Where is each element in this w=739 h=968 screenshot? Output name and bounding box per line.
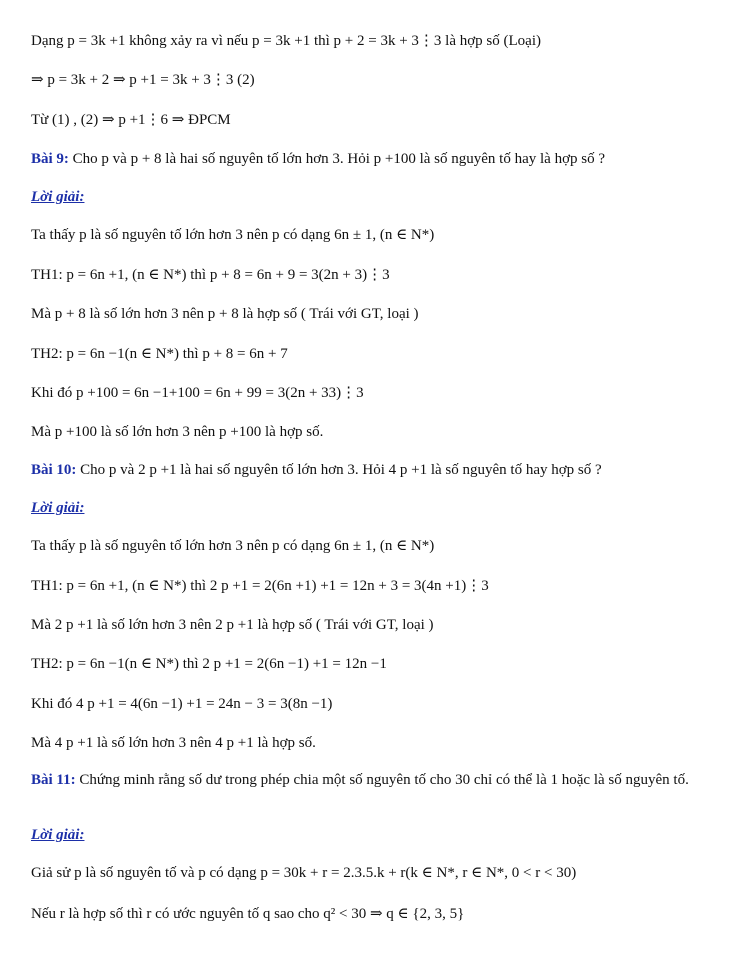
exercise-text: Cho p và p + 8 là hai số nguyên tố lớn hơn 3. Hỏi p +100 là số nguyên tố hay là hợp số ?	[68, 151, 605, 167]
exercise-label: Bài 9:	[31, 151, 69, 167]
text-line: TH1: p = 6n +1, (n ∈ N*) thì 2 p +1 = 2(6n +1) +1 = 12n + 3 = 3(4n +1)⋮3	[31, 578, 489, 594]
solution-heading-text: Lời giải:	[31, 500, 85, 516]
text-line: Mà p +100 là số lớn hơn 3 nên p +100 là hợp số.	[31, 424, 324, 440]
exercise-11-statement	[31, 771, 717, 790]
solution-heading-text: Lời giải:	[31, 189, 85, 205]
solution-heading	[31, 826, 717, 844]
exercise-text: Chứng minh rằng số dư trong phép chia một số nguyên tố cho 30 chỉ có thể là 1 hoặc là số nguyên tố.	[75, 772, 689, 788]
text-line: Giả sử p là số nguyên tố và p có dạng p = 30k + r = 2.3.5.k + r(k ∈ N*, r ∈ N*, 0 < r < 30)	[31, 865, 577, 881]
exercise-9-statement	[31, 150, 717, 168]
solution-heading	[31, 188, 717, 206]
text-line: Từ (1) , (2) ⇒ p +1⋮6 ⇒ ĐPCM	[31, 112, 231, 128]
text-line: Mà 2 p +1 là số lớn hơn 3 nên 2 p +1 là hợp số ( Trái với GT, loại )	[31, 617, 434, 633]
text-line: Mà 4 p +1 là số lớn hơn 3 nên 4 p +1 là hợp số.	[31, 735, 316, 751]
text-line: ⇒ p = 3k + 2 ⇒ p +1 = 3k + 3⋮3 (2)	[31, 72, 255, 88]
text-line: Nếu r là hợp số thì r có ước nguyên tố q sao cho q² < 30 ⇒ q ∈ {2, 3, 5}	[31, 906, 465, 922]
exercise-10-statement	[31, 461, 717, 479]
text-line: Mà p + 8 là số lớn hơn 3 nên p + 8 là hợp số ( Trái với GT, loại )	[31, 306, 419, 322]
text-line: Ta thấy p là số nguyên tố lớn hơn 3 nên p có dạng 6n ± 1, (n ∈ N*)	[31, 538, 435, 554]
exercise-label: Bài 11:	[31, 772, 76, 788]
text-line: TH1: p = 6n +1, (n ∈ N*) thì p + 8 = 6n + 9 = 3(2n + 3)⋮3	[31, 267, 390, 283]
solution-heading	[31, 499, 717, 517]
exercise-label: Bài 10:	[31, 462, 77, 478]
text-line: TH2: p = 6n −1(n ∈ N*) thì p + 8 = 6n + 7	[31, 346, 288, 362]
text-line: Dạng p = 3k +1 không xảy ra vì nếu p = 3k +1 thì p + 2 = 3k + 3⋮3 là hợp số (Loại)	[31, 33, 541, 49]
exercise-text: Cho p và 2 p +1 là hai số nguyên tố lớn hơn 3. Hỏi 4 p +1 là số nguyên tố hay hợp số ?	[76, 462, 602, 478]
text-line: Khi đó 4 p +1 = 4(6n −1) +1 = 24n − 3 = 3(8n −1)	[31, 696, 333, 712]
text-line: Khi đó p +100 = 6n −1+100 = 6n + 99 = 3(2n + 33)⋮3	[31, 385, 364, 401]
solution-heading-text: Lời giải:	[31, 827, 85, 843]
text-line: TH2: p = 6n −1(n ∈ N*) thì 2 p +1 = 2(6n −1) +1 = 12n −1	[31, 656, 387, 672]
text-line: Ta thấy p là số nguyên tố lớn hơn 3 nên p có dạng 6n ± 1, (n ∈ N*)	[31, 227, 435, 243]
